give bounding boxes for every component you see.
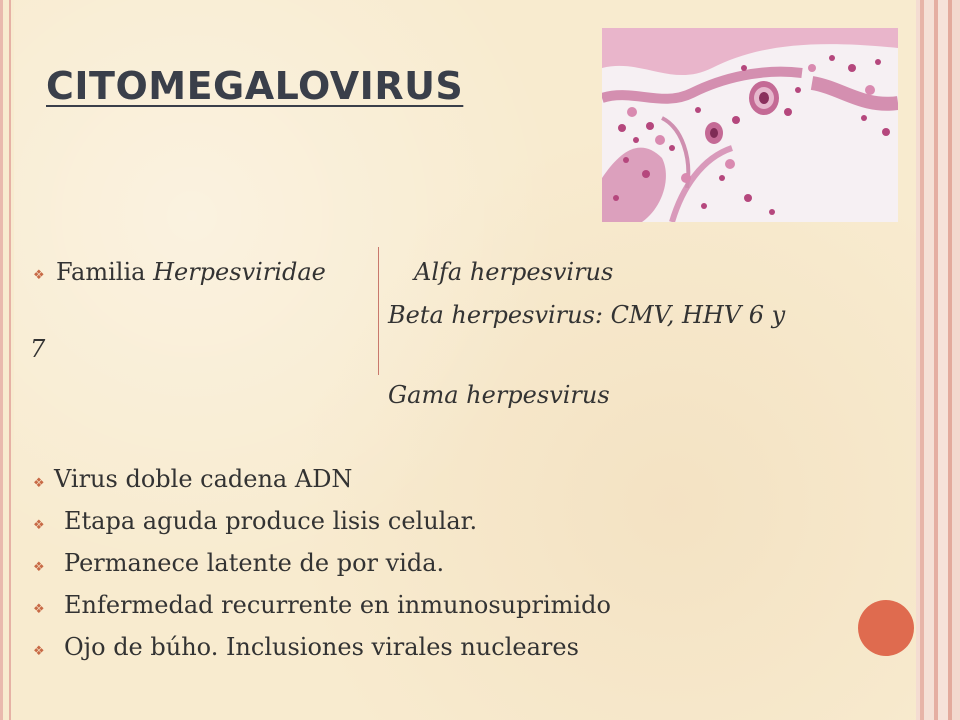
bullet-item: Etapa aguda produce lisis celular. (64, 507, 478, 535)
right-decorative-border (916, 0, 960, 720)
subfamily-gama: Gama herpesvirus (388, 381, 610, 409)
family-line (56, 258, 326, 286)
bullet-diamond-icon: ❖ (33, 602, 45, 617)
slide-title: CITOMEGALOVIRUS (46, 64, 464, 108)
bullet-diamond-icon: ❖ (33, 476, 45, 491)
bullet-diamond-icon: ❖ (33, 560, 45, 575)
subfamily-beta: Beta herpesvirus: CMV, HHV 6 y (388, 301, 786, 329)
family-label: Familia (56, 258, 146, 286)
family-name: Herpesviridae (153, 258, 326, 286)
bullet-diamond-icon: ❖ (33, 644, 45, 659)
bullet-diamond-icon: ❖ (33, 518, 45, 533)
bullet-item: Enfermedad recurrente en inmunosuprimido (64, 591, 611, 619)
micrograph-image (602, 28, 898, 222)
bullet-diamond-icon: ❖ (33, 268, 45, 283)
left-decorative-border (0, 0, 14, 720)
decorative-circle (858, 600, 914, 656)
subfamily-bracket (378, 247, 385, 375)
subfamily-alfa: Alfa herpesvirus (414, 258, 614, 286)
bullet-item: Permanece latente de por vida. (64, 549, 445, 577)
bullet-item: Ojo de búho. Inclusiones virales nucleares (64, 633, 579, 661)
bullet-item: Virus doble cadena ADN (54, 465, 353, 493)
subfamily-beta-continued: 7 (30, 335, 46, 363)
